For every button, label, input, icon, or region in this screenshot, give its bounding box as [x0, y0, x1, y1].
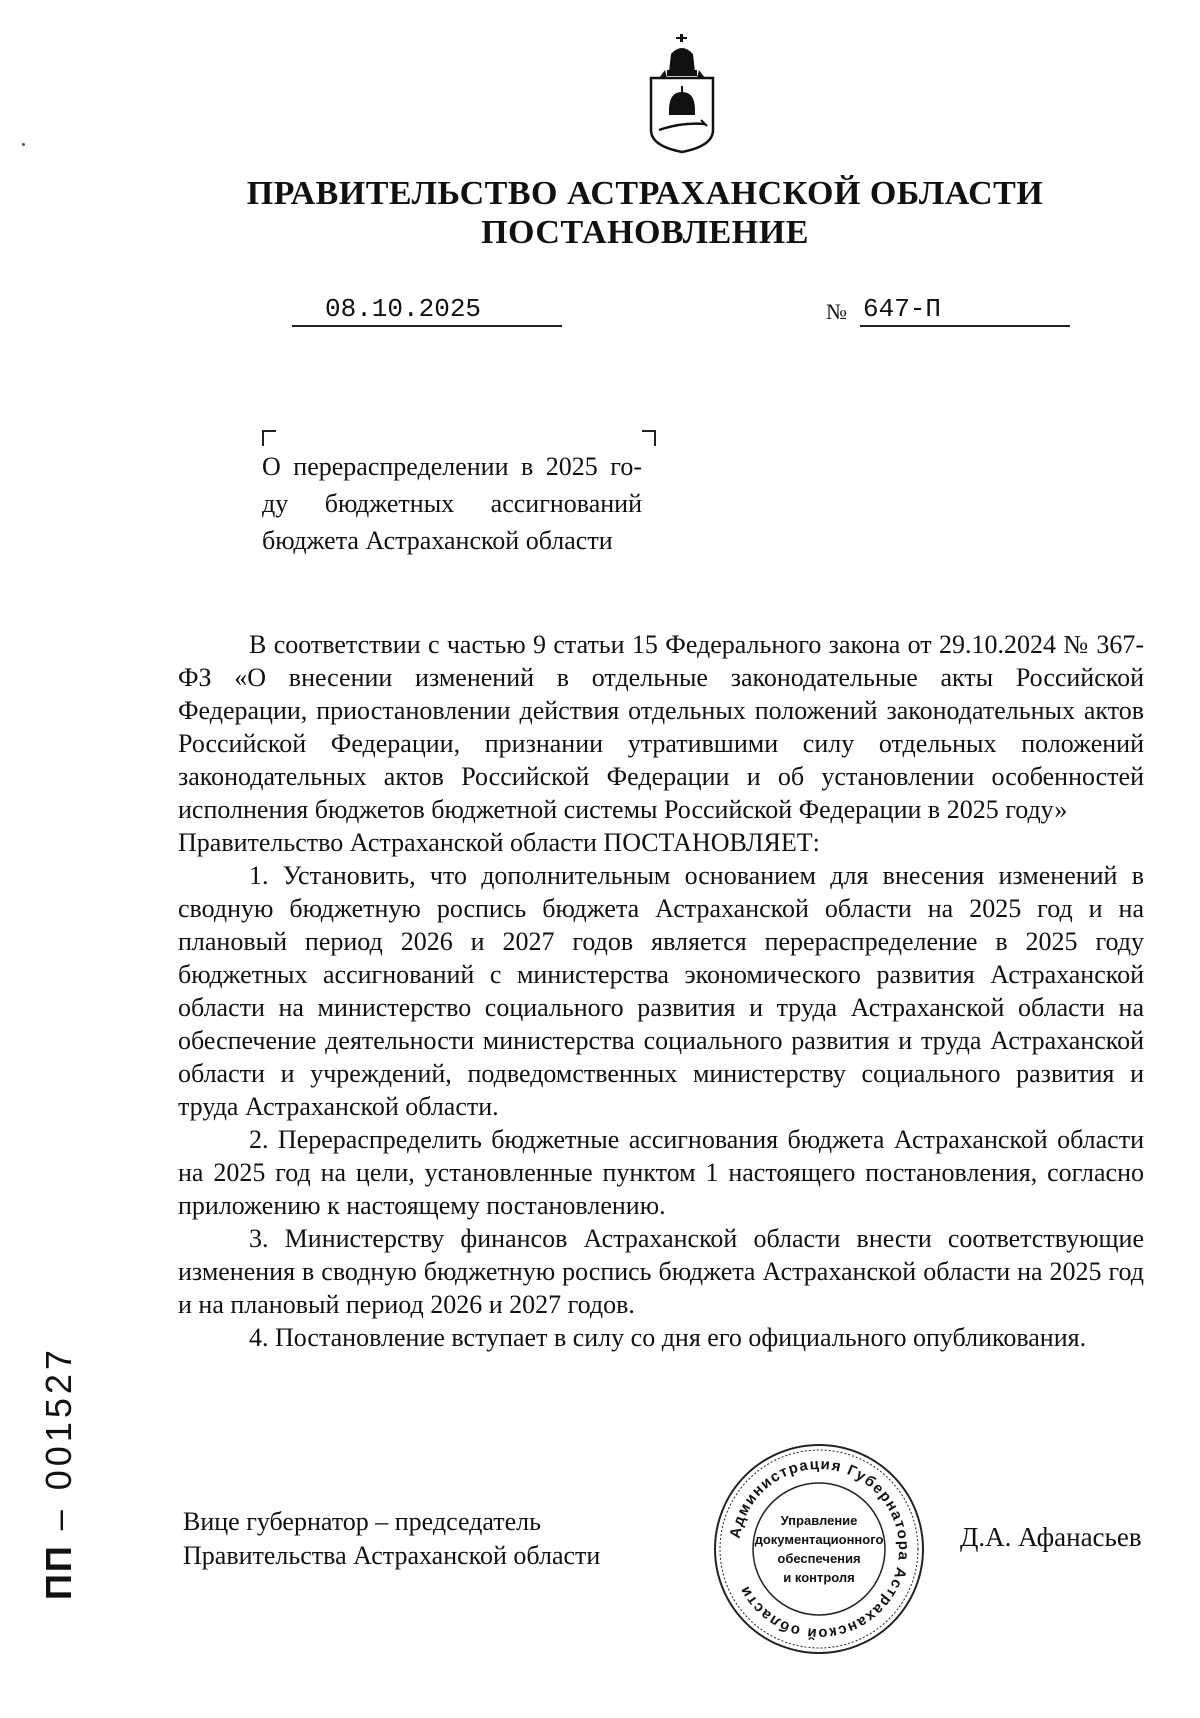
- seal-inner-line: обеспечения: [777, 1551, 861, 1566]
- subject-line: бюджета Астраханской области: [262, 526, 613, 555]
- document-type-title: ПОСТАНОВЛЕНИЕ: [481, 214, 809, 251]
- signer-name: Д.А. Афанасьев: [960, 1522, 1142, 1552]
- signer-position: [183, 1505, 600, 1573]
- preamble-paragraph: В соответствии с частью 9 статьи 15 Федерального закона от 29.10.2024 № 367-ФЗ «О внесении изменений в отдельные законодательные акты Российской Федерации, приостановлении действия отдельных положений законодательных актов Российской Федерации, признании утратившими силу отдельных положений законодательных актов Российской Федерации и об установлении особенностей исполнения бюджетов бюджетной системы Российской Федерации в 2025 году»: [178, 630, 1144, 824]
- scan-speck: [22, 143, 25, 146]
- registration-code: [38, 1346, 80, 1600]
- signer-position-line: Правительства Астраханской области: [183, 1541, 601, 1570]
- registration-dash: –: [38, 1508, 79, 1531]
- number-sign: №: [826, 299, 847, 324]
- document-body: [178, 628, 1144, 1354]
- subject-bracket-right: [642, 430, 656, 446]
- subject-line: ду бюджетных ассигнований: [262, 489, 642, 518]
- seal-inner-line: документационного: [754, 1532, 884, 1547]
- government-title: ПРАВИТЕЛЬСТВО АСТРАХАНСКОЙ ОБЛАСТИ: [246, 175, 1044, 212]
- item-paragraph: 1. Установить, что дополнительным основанием для внесения изменений в сводную бюджетную роспись бюджета Астраханской области на 2025 год и на плановый период 2026 и 2027 годов является перераспределение в 2025 году бюджетных ассигнований с министерства экономического развития Астраханской области на министерство социального развития и труда Астраханской области на обеспечение деятельности министерства социального развития и труда Астраханской области и учреждений, подведомственных министерству социального развития и труда Астраханской области.: [178, 861, 1144, 1121]
- item-paragraph: 3. Министерству финансов Астраханской области внести соответствующие изменения в сводную бюджетную роспись бюджета Астраханской области на 2025 год и на плановый период 2026 и 2027 годов.: [178, 1224, 1144, 1319]
- signer-position-line: Вице губернатор – председатель: [183, 1507, 541, 1536]
- registration-number: 001527: [38, 1346, 79, 1491]
- coat-of-arms-emblem: [645, 34, 719, 154]
- resolves-line: Правительство Астраханской области ПОСТАНОВЛЯЕТ:: [178, 828, 820, 857]
- document-number: 647-П: [863, 294, 942, 324]
- item-paragraph: 2. Перераспределить бюджетные ассигнования бюджета Астраханской области на 2025 год на цели, установленные пунктом 1 настоящего постановления, согласно приложению к настоящему постановлению.: [178, 1125, 1144, 1220]
- registration-prefix: ПП: [38, 1544, 79, 1600]
- seal-inner-line: Управление: [780, 1513, 858, 1528]
- seal-outer-text: Администрация Губернатора Астраханской области: [726, 1455, 913, 1643]
- document-date: 08.10.2025: [325, 294, 482, 324]
- official-seal-stamp: [712, 1442, 926, 1656]
- subject-line: О перераспределении в 2025 го-: [262, 452, 642, 481]
- seal-inner-line: и контроля: [783, 1570, 855, 1585]
- subject-bracket-left: [262, 430, 276, 446]
- item-paragraph: 4. Постановление вступает в силу со дня его официального опубликования.: [249, 1323, 1087, 1352]
- document-subject: [262, 448, 642, 559]
